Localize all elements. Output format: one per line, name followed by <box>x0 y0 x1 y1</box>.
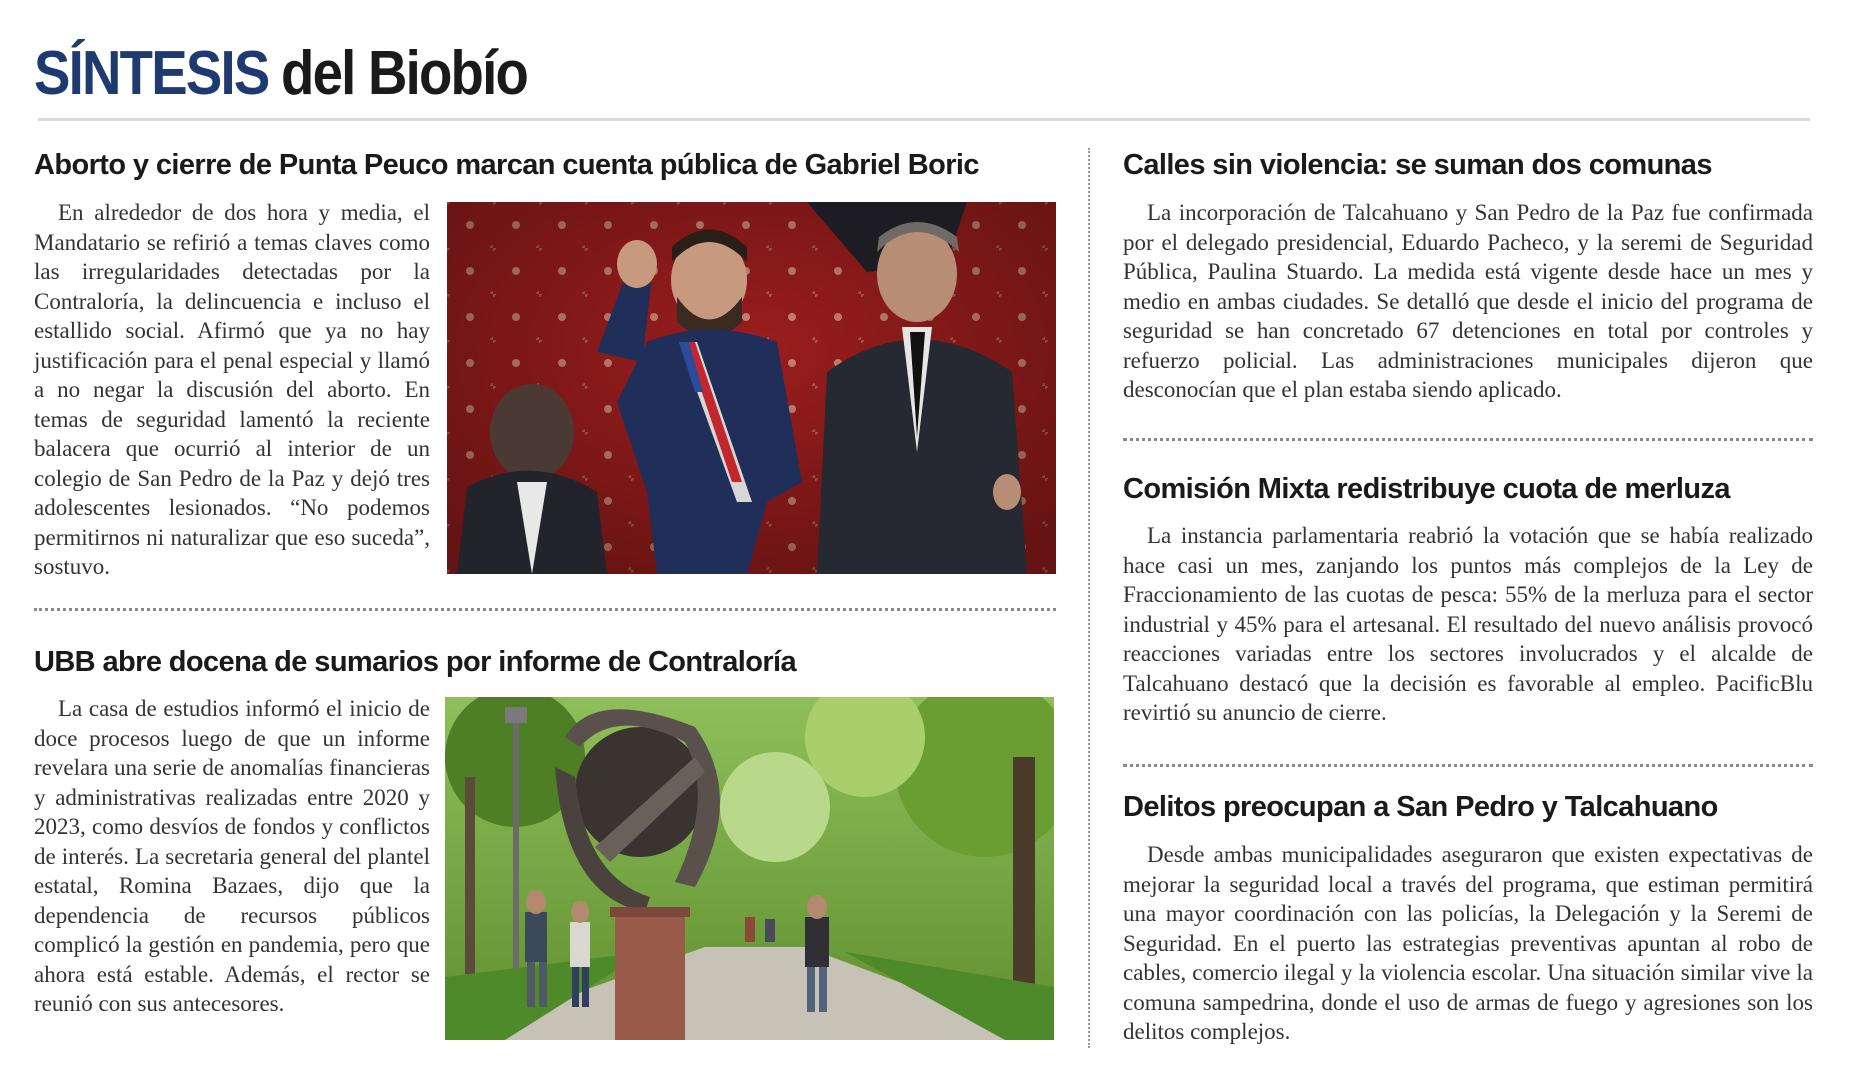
article-headline-delitos: Delitos preocupan a San Pedro y Talcahuano <box>1123 791 1718 823</box>
masthead-title-region: del Biobío <box>280 39 527 108</box>
separator-dotted <box>34 608 1056 611</box>
article-body-calles: La incorporación de Talcahuano y San Pedro de la Paz fue confirmada por el delegado presidencial, Eduardo Pacheco, y la seremi de Seguridad Pública, Paulina Stuardo. La medida está vigente desde hace un mes y medio en ambas ciudades. Se detalló que desde el inicio del programa de seguridad se han concretado 67 detenciones en total por controles y refuerzo policial. Las administraciones municipales dijeron que desconocían que el plan estaba siendo aplicado. <box>1123 200 1813 402</box>
masthead <box>34 38 560 108</box>
masthead-title-sintesis: SÍNTESIS <box>34 39 269 108</box>
masthead-rule <box>38 118 1810 121</box>
article-headline-merluza: Comisión Mixta redistribuye cuota de merluza <box>1123 473 1730 505</box>
president-photo <box>447 202 1056 574</box>
article-body-ubb: La casa de estudios informó el inicio de doce procesos luego de que un informe revelara una serie de anomalías financieras y administrativas realizadas entre 2020 y 2023, como desvíos de fondos y conflictos de interés. La secretaria general del plantel estatal, Romina Bazaes, dijo que la dependencia de recursos públicos complicó la gestión en pandemia, pero que ahora está estable. Además, el rector se reunió con sus antecesores. <box>34 696 430 1016</box>
campus-sculpture-photo <box>445 697 1054 1040</box>
article-headline-ubb: UBB abre docena de sumarios por informe de Contraloría <box>34 646 797 678</box>
separator-dotted <box>1123 764 1813 767</box>
campus-sculpture-art <box>445 697 1054 1040</box>
article-body-delitos: Desde ambas municipalidades aseguraron que existen expectativas de mejorar la seguridad local a través del programa, que estiman permitirá una mayor coordinación con las policías, la Delegación y la Seremi de Seguridad. En el puerto las estrategias preventivas apuntan al robo de cables, comercio ilegal y la violencia escolar. Una situación similar vive la comuna sampedrina, donde el uso de armas de fuego y agresiones son los delitos complejos. <box>1123 842 1813 1044</box>
separator-dotted <box>1123 438 1813 441</box>
article-headline-calles: Calles sin violencia: se suman dos comunas <box>1123 149 1712 181</box>
president-photo-art <box>447 202 1056 574</box>
article-headline-boric: Aborto y cierre de Punta Peuco marcan cuenta pública de Gabriel Boric <box>34 149 979 181</box>
article-body-merluza: La instancia parlamentaria reabrió la votación que se había realizado hace casi un mes, zanjando los puntos más complejos de la Ley de Fraccionamiento de las cuotas de pesca: 55% de la merluza para el sector industrial y 45% para el artesanal. El resultado del nuevo análisis provocó reacciones variadas entre los sectores involucrados y el alcalde de Talcahuano destacó que la decisión es favorable al empleo. PacificBlu revirtió su anuncio de cierre. <box>1123 523 1813 725</box>
column-divider <box>1088 148 1090 1048</box>
article-body-boric: En alrededor de dos hora y media, el Mandatario se refirió a temas claves como las irregularidades detectadas por la Contraloría, la delincuencia e incluso el estallido social. Afirmó que ya no hay justificación para el penal especial y llamó a no negar la discusión del aborto. En temas de seguridad lamentó la reciente balacera que ocurrió al interior de un colegio de San Pedro de la Paz y dejó tres adolescentes lesionados. “No podemos permitirnos ni naturalizar que eso suceda”, sostuvo. <box>34 200 430 579</box>
